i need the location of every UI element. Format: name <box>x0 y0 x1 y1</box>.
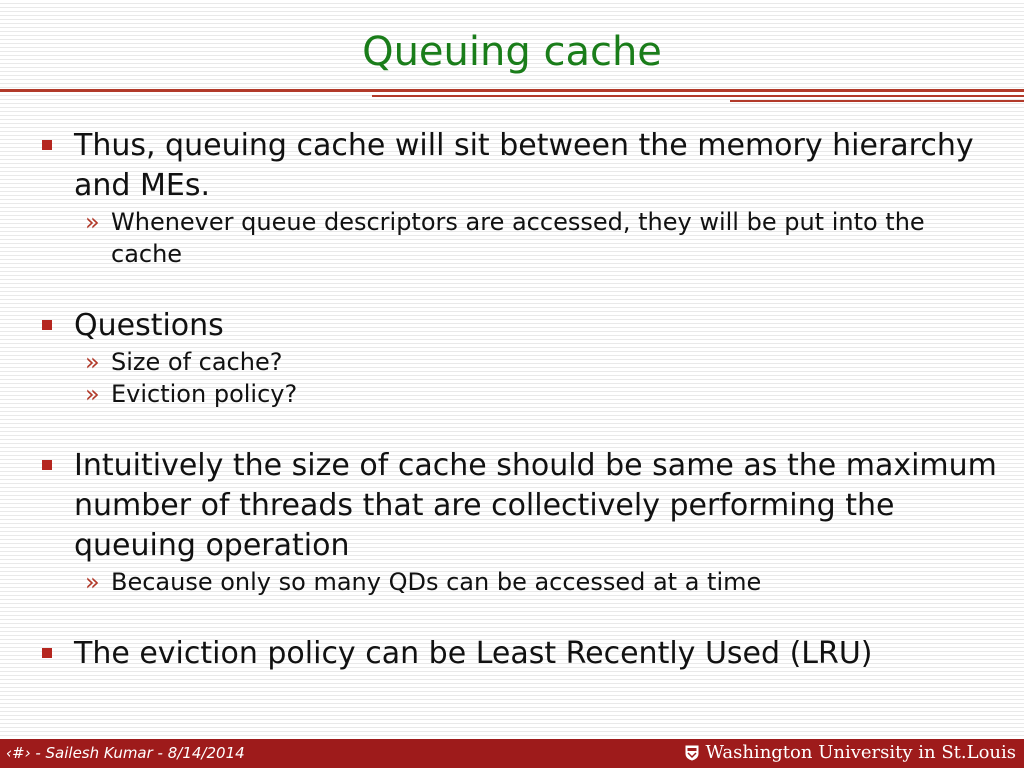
bullet-text: Thus, queuing cache will sit between the memory hierarchy and MEs. <box>74 128 974 203</box>
bullet-text: The eviction policy can be Least Recently Used (LRU) <box>74 636 873 671</box>
university-name: Washington University in St.Louis <box>705 742 1016 763</box>
square-bullet-icon <box>42 648 52 658</box>
square-bullet-icon <box>42 460 52 470</box>
bullet-text: Intuitively the size of cache should be same as the maximum number of threads that are collectively performing the queuing operation <box>74 448 997 563</box>
sub-bullet-item <box>40 346 1000 378</box>
slide-footer <box>0 739 1024 768</box>
sub-bullet-item <box>40 566 1000 598</box>
bullet-item <box>40 306 1000 346</box>
bullet-text: Questions <box>74 308 224 343</box>
slide-body <box>40 126 1000 674</box>
title-divider-line <box>0 89 1024 92</box>
title-divider-line <box>372 95 1024 97</box>
title-divider-line <box>730 100 1024 102</box>
bullet-item <box>40 446 1000 566</box>
square-bullet-icon <box>42 320 52 330</box>
double-chevron-icon: » <box>85 348 100 376</box>
shield-icon <box>685 745 699 761</box>
sub-bullet-item <box>40 206 1000 270</box>
bullet-item <box>40 634 1000 674</box>
double-chevron-icon: » <box>85 208 100 236</box>
double-chevron-icon: » <box>85 568 100 596</box>
sub-bullet-item <box>40 378 1000 410</box>
double-chevron-icon: » <box>85 380 100 408</box>
sub-bullet-text: Size of cache? <box>111 348 283 376</box>
sub-bullet-text: Eviction policy? <box>111 380 298 408</box>
square-bullet-icon <box>42 140 52 150</box>
university-logo <box>685 741 1016 765</box>
bullet-item <box>40 126 1000 206</box>
footer-text: ‹#› - Sailesh Kumar - 8/14/2014 <box>6 744 245 762</box>
sub-bullet-text: Because only so many QDs can be accessed at a time <box>111 568 762 596</box>
slide-title: Queuing cache <box>362 29 662 75</box>
sub-bullet-text: Whenever queue descriptors are accessed, they will be put into the cache <box>111 208 925 268</box>
